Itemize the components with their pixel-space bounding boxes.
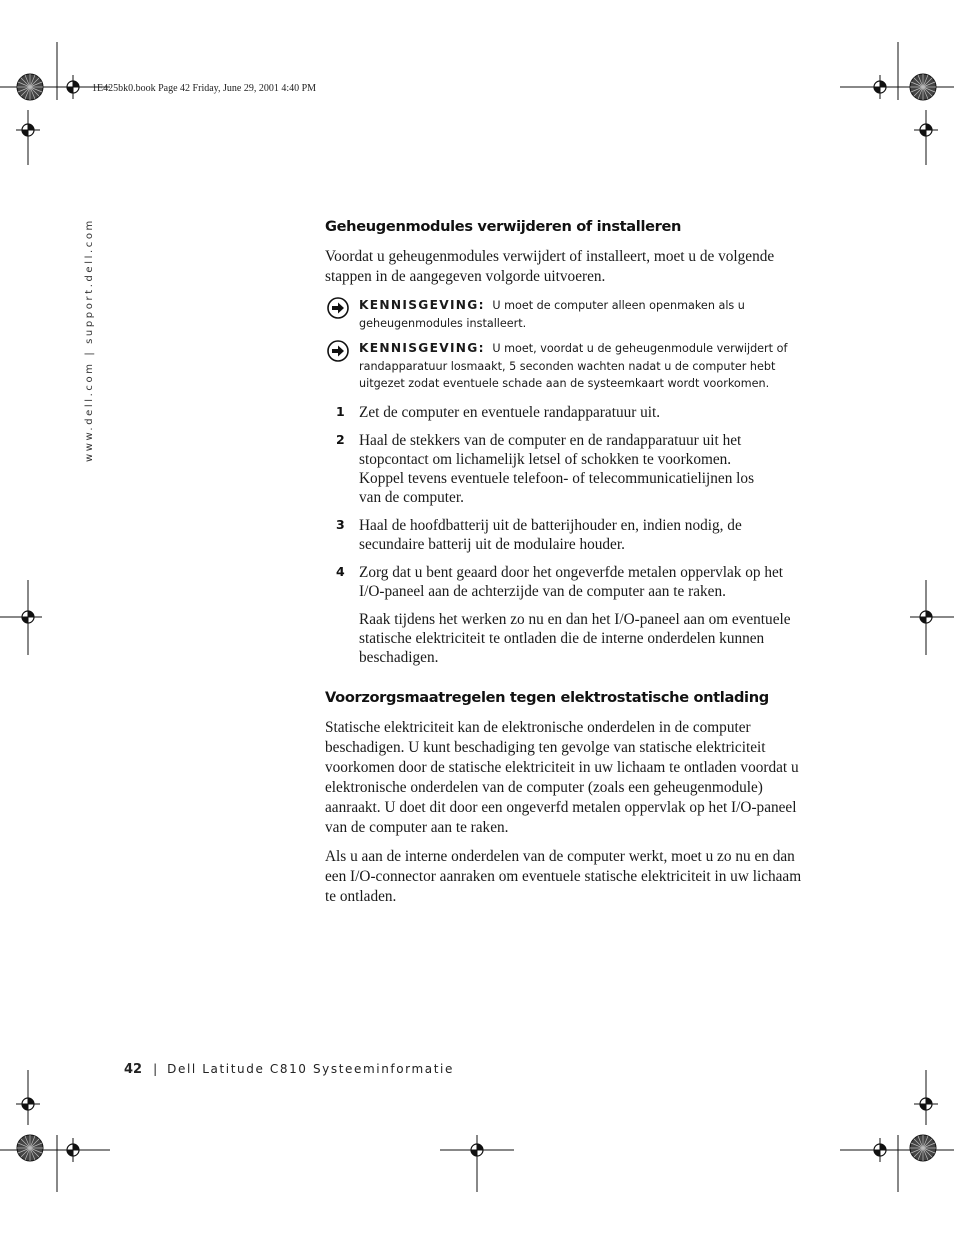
section-heading-esd: Voorzorgsmaatregelen tegen elektrostatische ontlading [325,688,769,706]
page-number: 42 [124,1062,143,1077]
step-4-followup: Raak tijdens het werken zo nu en dan het I/O-paneel aan om eventuele statische elektriciteit te ontladen die de interne onderdelen kunnen beschadigen. [359,610,791,666]
notice-text: U moet, voordat u de geheugenmodule verwijdert of randapparatuur losmaakt, 5 seconden wachten nadat u de computer hebt uitgezet zodat eventuele schade aan de systeemkaart wordt voorkomen. [359,342,788,390]
footer-separator: | [153,1062,158,1076]
notice-text: U moet de computer alleen openmaken als u geheugenmodules installeert. [359,299,745,330]
print-header: 1E425bk0.book Page 42 Friday, June 29, 2001 4:40 PM [92,83,317,94]
side-url: www.dell.com | support.dell.com [84,218,95,462]
esd-paragraph-1: Statische elektriciteit kan de elektronische onderdelen in de computer beschadigen. U kunt beschadiging ten gevolge van statische elektriciteit voorkomen door de statische elektriciteit in uw lichaam te ontladen voordat u elektronische onderdelen van de computer (zoals een geheugenmodule) aanraakt. U doet dit door een ongeverfd metalen oppervlak op het I/O-paneel van de computer aan te raken. [325,718,799,836]
step-text: Zet de computer en eventuele randapparatuur uit. [359,403,661,421]
step-number: 1 [336,403,345,419]
esd-paragraph-2: Als u aan de interne onderdelen van de computer werkt, moet u zo nu en dan een I/O-connector aanraken om eventuele statische elektriciteit in uw lichaam te ontladen. [325,847,802,905]
step-text: Haal de stekkers van de computer en de randapparatuur uit het stopcontact om lichamelijk letsel of schokken te voorkomen. Koppel tevens eventuele telefoon- of telecommunicatielijnen los van de computer. [359,431,755,506]
section-heading-memory: Geheugenmodules verwijderen of installeren [325,218,682,235]
step-text: Zorg dat u bent geaard door het ongeverfde metalen oppervlak op het I/O-paneel aan de achterzijde van de computer aan te raken. [359,563,784,600]
step-number: 4 [336,563,345,579]
step-number: 2 [336,431,345,447]
footer-title: Dell Latitude C810 Systeeminformatie [167,1062,454,1076]
notice-label: KENNISGEVING: [359,298,485,312]
notice-label: KENNISGEVING: [359,341,485,355]
step-number: 3 [336,516,345,532]
step-text: Haal de hoofdbatterij uit de batterijhouder en, indien nodig, de secundaire batterij uit de modulaire houder. [359,516,742,553]
intro-paragraph: Voordat u geheugenmodules verwijdert of installeert, moet u de volgende stappen in de aangegeven volgorde uitvoeren. [325,248,775,285]
